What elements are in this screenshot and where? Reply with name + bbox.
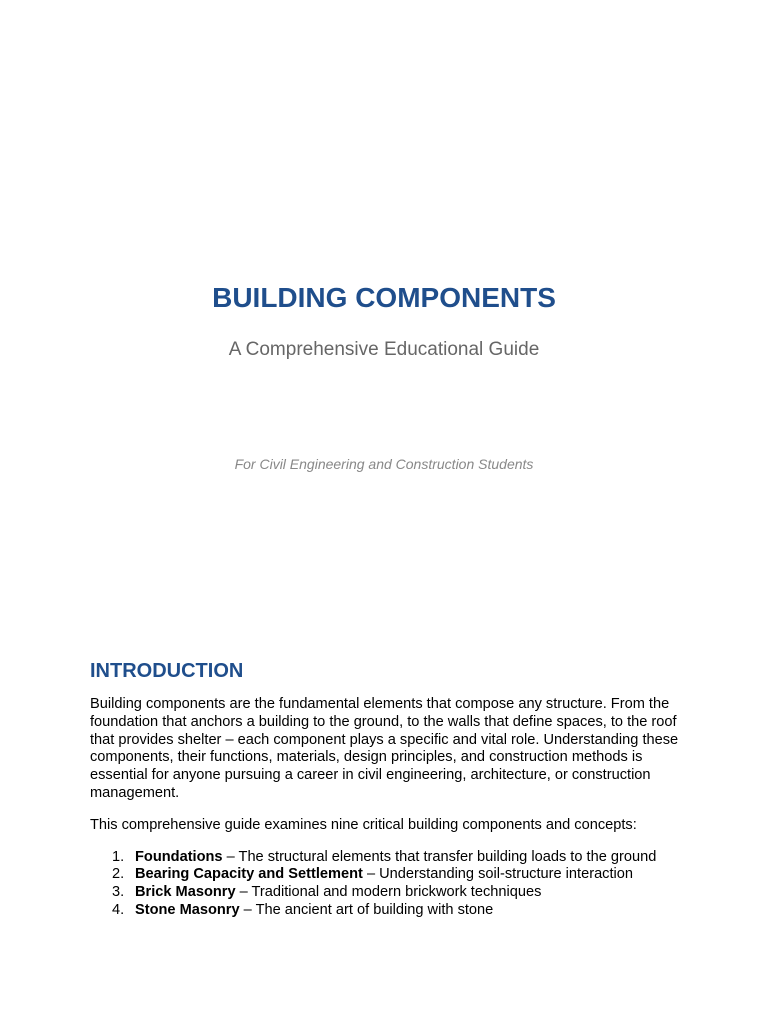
- list-item-description: – Understanding soil-structure interaction: [362, 866, 634, 883]
- list-item-description: – The structural elements that transfer building loads to the ground: [222, 848, 657, 865]
- list-item-number: 4.: [112, 901, 125, 918]
- audience-note: For Civil Engineering and Construction Students: [234, 456, 534, 472]
- guide-overview-paragraph: This comprehensive guide examines nine critical building components and concepts:: [90, 816, 637, 833]
- list-item-number: 1.: [112, 848, 125, 865]
- list-item-term: Bearing Capacity and Settlement: [135, 866, 363, 883]
- introduction-section: [90, 658, 690, 920]
- list-item-term: Brick Masonry: [135, 884, 236, 901]
- list-item-number: 2.: [112, 866, 125, 883]
- topic-list: [90, 849, 690, 920]
- list-item-term: Foundations: [135, 848, 223, 865]
- list-item: [90, 866, 690, 884]
- list-item: [90, 902, 690, 920]
- list-item-term: Stone Masonry: [135, 901, 240, 918]
- list-item: [90, 884, 690, 902]
- document-subtitle: A Comprehensive Educational Guide: [228, 339, 540, 360]
- list-item-number: 3.: [112, 884, 125, 901]
- list-item: [90, 849, 690, 867]
- list-item-description: – Traditional and modern brickwork techniques: [235, 884, 542, 901]
- introduction-heading: INTRODUCTION: [90, 660, 244, 682]
- introduction-paragraph: Building components are the fundamental elements that compose any structure. From the foundation that anchors a building to the ground, to the walls that define spaces, to the roof that provides shelter – each component plays a specific and vital role. Understanding these components, their functions, materials, design principles, and construction methods is essential for anyone pursuing a career in civil engineering, architecture, or construction management.: [90, 696, 679, 801]
- document-title: BUILDING COMPONENTS: [212, 282, 556, 313]
- list-item-description: – The ancient art of building with stone: [239, 901, 494, 918]
